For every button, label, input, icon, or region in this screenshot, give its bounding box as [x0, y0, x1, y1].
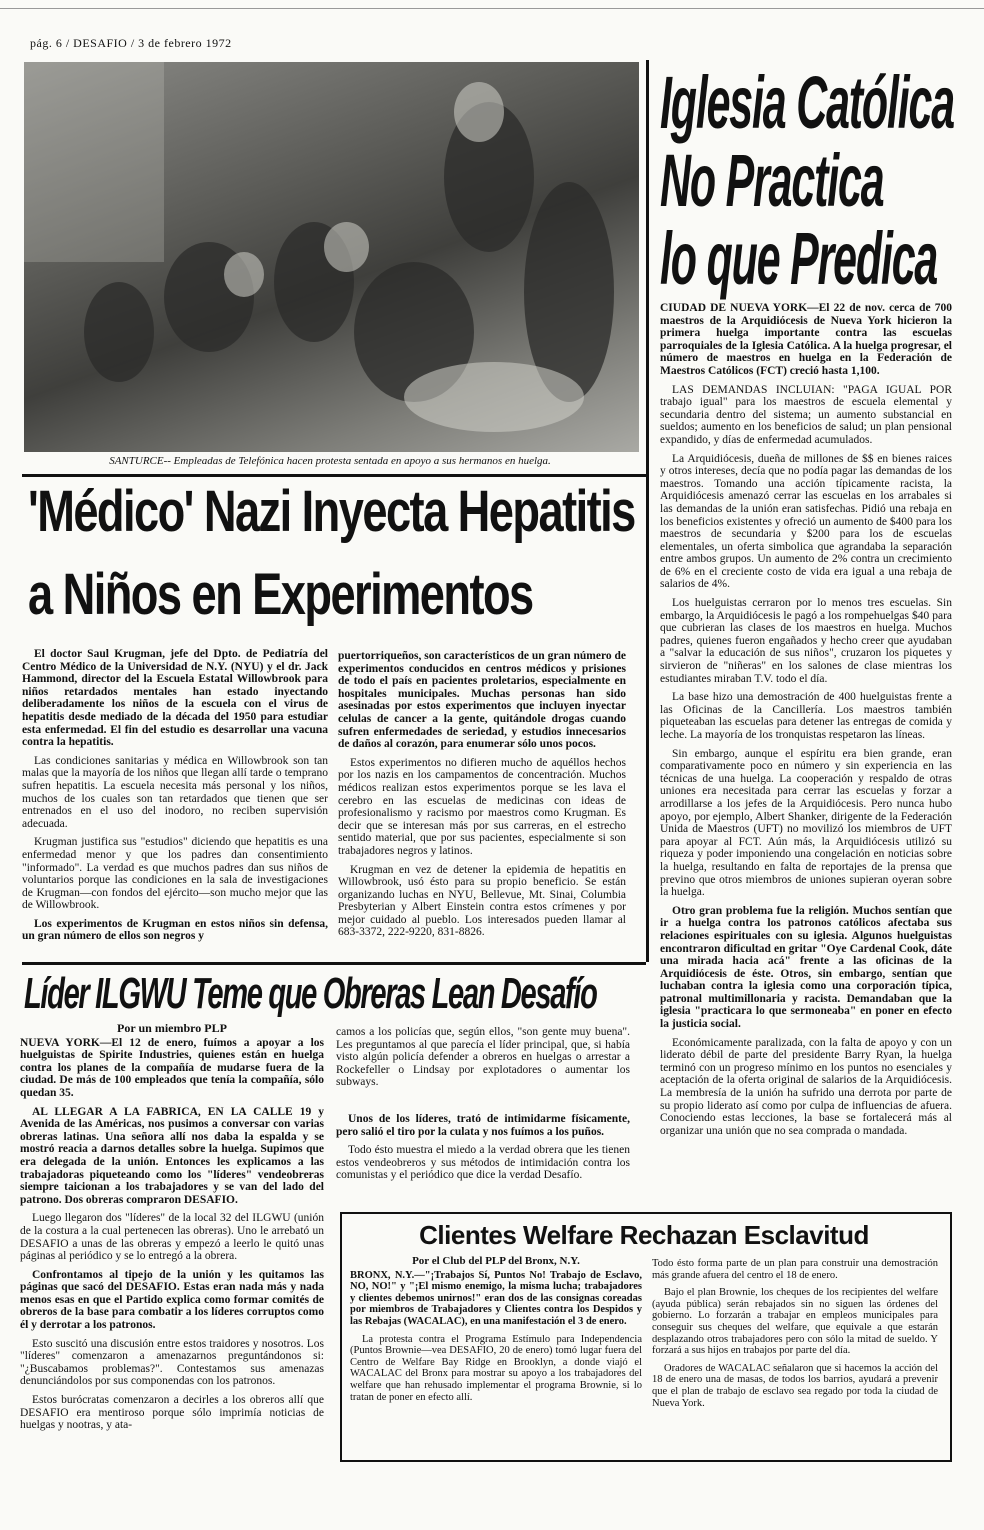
- page-top-rule: [0, 8, 984, 9]
- welfare-col2-p1: Todo ésto forma parte de un plan para construir una demostración más grande afuera del centro el 18 de enero.: [652, 1258, 938, 1281]
- main-headline-rule: [22, 474, 646, 477]
- iglesia-p4: La base hizo una demostración de 400 huelguistas frente a las Oficinas de la Cancillería. Los maestros también piqueteaban las escuelas para detener las entregas de comida y leche. La mayoría de los tronquistas respetaron las líneas.: [660, 691, 952, 741]
- ilgwu-col2-p1: camos a los policías que, según ellos, "son gente muy buena". Les preguntamos al que parecía el líder principal, que, si había visto algún policía defender a obreros en huelgas o arrestar a Rockefeller o Lindsay por explotadores o aumentar los subways.: [336, 1026, 630, 1089]
- main-col1-p2: Las condiciones sanitarias y médica en Willowbrook son tan malas que la mayoría de los niños que llegan allí tarde o temprano sufren hepatitis. La escuela necesita más personal y los niños, muchos de los cuales son tan retardados que tienen que ser entrenados en el uso del inodoro, no reciben supervisión adecuada.: [22, 754, 328, 830]
- main-col2-p2: Estos experimentos no difieren mucho de aquéllos hechos por los nazis en los campamentos de concentración. Muchos médicos realizan estos experimentos porque se les lava el cerebro en las escuelas de medicinas con ideas de profesionalismo y racismo por maestros como Krugman. Es decir que se interesan más por sus carreras, en el estrecho sentido material, que por sus pacientes, especialmente si son trabajadores negros y latinos.: [338, 756, 626, 857]
- ilgwu-col1: [20, 1022, 324, 1438]
- ilgwu-col1-p4: Confrontamos al tipejo de la unión y les quitamos las páginas que sacó del DESAFIO. Estas eran nada más y nada menos esas en que el Partido explica como formar comités de obreros de la base para combatir a los líderes corruptos como él y derrotar a los patronos.: [20, 1268, 324, 1332]
- welfare-byline: Por el Club del PLP del Bronx, N.Y.: [412, 1255, 580, 1267]
- main-story-col2: [338, 650, 626, 945]
- ilgwu-col1-p3: Luego llegaron dos "líderes" de la local 32 del ILGWU (unión de la costura a la cual pertenecen las obreras). Uno le arrebató un DESAFIO a unas de las obreras y empezó a leerlo le quitó unas páginas al periódico y se lo entregó a la obrera.: [20, 1212, 324, 1263]
- iglesia-story: [660, 302, 952, 1143]
- iglesia-p1: LAS DEMANDAS INCLUIAN: "PAGA IGUAL POR trabajo igual" para los maestros de escuela elemental y secundaria dentro del sistema; un aumento substancial en sueldos; aumento en los beneficios de salud; un plan pensional expandido, y días de enfermedad acumulados.: [660, 383, 952, 446]
- welfare-col1-p2: La protesta contra el Programa Estímulo para Independencia (Puntos Brownie—vea DESAFIO, 20 de enero) tomó lugar fuera del Centro de Welfare Bay Ridge en Brooklyn, a donde viajó el WACALAC del Bronx para mostrar su apoyo a los trabajadores del welfare que han rehusado implementar el programa Brownie, si lo tratan de poner en efecto allí.: [350, 1333, 642, 1403]
- ilgwu-col1-p6: Estos burócratas comenzaron a decirles a los obreros allí que DESAFIO era mentiroso porque sólo imprimía noticias de huelgas y nootras, y ata-: [20, 1394, 324, 1432]
- main-story-col1: [22, 648, 328, 949]
- iglesia-p3: Los huelguistas cerraron por lo menos tres escuelas. Sin embargo, la Arquidiócesis le pagó a los rompehuelgas $40 para que cubrieran las clases de los maestros en huelga. Muchos padres, quienes fueron engañados y hecho creer que ayudaban a "salvar la educación de sus niños", cruzaron los piquetes y sirvieron de "niñeras" en los salones de clase mientras los estudiantes miraban T.V. todo el día.: [660, 597, 952, 685]
- protest-photo: [24, 62, 639, 452]
- main-col1-p3: Krugman justifica sus "estudios" diciendo que hepatitis es una enfermedad menor y que los padres dan consentimiento "informado". La verdad es que muchos padres dan sus niños de voluntarios porque las condiciones en la sala de investigaciones de Krugman—con fondos del ejército—son mucho mejor que las de Willowbrook.: [22, 836, 328, 912]
- ilgwu-headline-rule: [22, 962, 646, 965]
- page-header: pág. 6 / DESAFIO / 3 de febrero 1972: [30, 36, 232, 50]
- iglesia-p6: Otro gran problema fue la religión. Muchos sentían que ir a huelga contra los patronos católicos afectaba sus relaciones espirituales con su iglesia. Algunos huelguistas encontraron dificultad en gritar "Oye Cardenal Cook, dáte una mirada hacia acá" frente a las oficinas de la Arquidiócesis de éste. Otros, sin embargo, sentían que luchaban contra la iglesia como una corporación típica, patronal multimillonaria y racista. Demandaban que la iglesia "practicara lo que sermoneaba" en poner en efecto la justicia social.: [660, 904, 952, 1031]
- ilgwu-col2-p2: Unos de los líderes, trató de intimidarme físicamente, pero salió el tiro por la culata y nos fuímos a los puños.: [336, 1112, 630, 1138]
- main-col2-p3: Krugman en vez de detener la epidemia de hepatitis en Willowbrook, usó ésto para su propio beneficio. Se están organizando luchas en NYU, Bellevue, Mt. Sinai, Columbia Presbyterian y Albert Einstein contra estos crímenes y por mejor cuidado al pueblo. Los interesados pueden llamar al 683-3372, 222-9220, 831-8826.: [338, 863, 626, 939]
- ilgwu-col2-p3: Todo ésto muestra el miedo a la verdad obrera que les tienen estos vendeobreros y sus métodos de intimidación contra los comunistas y el periódico que dice la verdad Desafío.: [336, 1144, 630, 1182]
- welfare-col2-p3: Oradores de WACALAC señalaron que si hacemos la acción del 18 de enero una de masas, de todos los barrios, ayudará a prevenir que el plan de trabajo de esclavo sea regado por toda la ciudad de Nueva York.: [652, 1362, 938, 1409]
- iglesia-p5: Sin embargo, aunque el espíritu era bien grande, eran comparativamente poco en número y sin experiencia en las técnicas de una huelga. La cooperación y respaldo de otras uniones era necesitada para cerrar las escuelas y forzar a arrodillarse a los jefes de la Arquidiócesis. Pero nunca hubo apoyo, por ejemplo, Albert Shanker, dirigente de la Federación Unida de Maestros (UFT) no movilizó los miembros de UFT para apoyar al FCT. Aún más, la Arquidiócesis utilizó su riqueza y poder imponiendo una congelación en noticias sobre la huelga, resultando en falta de reportajes de la prensa que previno que otros miembros de uniones supieran oyeran sobre la huelga.: [660, 747, 952, 899]
- welfare-col2: [652, 1258, 938, 1415]
- photo-caption: SANTURCE-- Empleadas de Telefónica hacen protesta sentada en apoyo a sus hermanos en huelga.: [109, 455, 551, 467]
- welfare-col2-p2: Bajo el plan Brownie, los cheques de los recipientes del welfare (ayuda pública) serán rebajados sin no siguen las órdenes del gobierno. Lo forzarán a trabajar en empleos municipales para conseguir sus cheques del welfare, que equivale a que estarán desplazando otros trabajadores pero con sólo la mitad de sueldo. Y forzará a sus hijos en trabajos por parte del día.: [652, 1287, 938, 1357]
- main-headline-line2: a Niños en Experimentos: [28, 562, 533, 627]
- welfare-headline: Clientes Welfare Rechazan Esclavitud: [419, 1220, 869, 1250]
- ilgwu-col1-p5: Esto suscitó una discusión entre estos traidores y nosotros. Los "líderes" comenzaron a amenazarnos preguntándonos si: "¿Buscabamos problemas?". Contestamos sus amenazas denunciándolos por sus componendas con los patronos.: [20, 1337, 324, 1388]
- iglesia-headline-line3: lo que Predica: [660, 217, 938, 300]
- ilgwu-byline: Por un miembro PLP: [117, 1021, 227, 1035]
- ilgwu-col1-p2: AL LLEGAR A LA FABRICA, EN LA CALLE 19 y Avenida de las Américas, nos pusimos a conversar con varias obreras latinas. Una señora allí nos daba la espalda y se mostró reacia a darnos detalles sobre la huelga. Supimos que era delegada de la unión. Entonces les explicamos a las trabajadoras piqueteando como los "líderes" vendeobreras siempre taicionan a los trabajadores y se van del lado del patrono. Dos obreras compraron DESAFIO.: [20, 1105, 324, 1206]
- iglesia-p2: La Arquidiócesis, dueña de millones de $$ en bienes raices y otros intereses, decía que no podía pagar las demandas de los maestros. Tomando una acción típicamente racista, la Arquidiócesis amenazó cerrar las escuelas en los arrabales si las demandas de la unión eran satisfechas. Pidió una rebaja en los beneficios existentes y ofreció un aumento de $400 para los maestros de secundaria y $200 para los de escuelas elementales, un oferta simbolica que agrandaba la separación entre ambos grupos. Un aumento de 2% contra un crecimiento de 6% en el creciente costo de vida era igual a una rebaja de salarios de 4%.: [660, 452, 952, 591]
- main-col1-p4: Los experimentos de Krugman en estos niños sin defensa, un gran número de ellos son negros y: [22, 917, 328, 943]
- main-col2-p1: puertorriqueños, son característicos de un gran número de experimentos conducidos en centros médicos y prisiones de todo el país en pacientes proletarios, especialmente en hospitales municipales. Muchas personas han sido asesinadas por estos experimentos que incluyen inyectar celulas de cancer a la gente, quitándole drogas cuando sufren enfermedades de seriedad, y estudios innecesarios de daños al corazón, para enumerar sólo unos pocos.: [338, 650, 626, 751]
- main-col1-p1: El doctor Saul Krugman, jefe del Dpto. de Pediatría del Centro Médico de la Universidad de N.Y. (NYU) y el dr. Jack Hammond, director del la Escuela Estatal Willowbrook para niños retardados mentales han estado inyectando deliberadamente los niños de la escuela con el virus de hepatitis desde mediado de la década del 1950 para estudiar esta enfermedad. El fin del estudio es desarrollar una vacuna contra la hepatitis.: [22, 648, 328, 749]
- column-divider: [646, 60, 649, 962]
- ilgwu-col2: [336, 1026, 630, 1188]
- welfare-col1: [350, 1256, 642, 1409]
- ilgwu-col1-p1: NUEVA YORK—El 12 de enero, fuímos a apoyar a los huelguistas de Spirite Industries, quienes están en huelga contra los planes de la compañía de mudarse fuera de la ciudad. De más de 100 empleados que tenía la compañía, sólo quedan 35.: [20, 1036, 324, 1099]
- iglesia-lead: CIUDAD DE NUEVA YORK—El 22 de nov. cerca de 700 maestros de la Arquidiócesis de Nueva York hicieron la primera huelga importante contra las escuelas parroquiales de la Iglesia Católica. A la huelga progresar, el número de maestros en huelga en la Federación de Maestros Católicos (FCT) creció hasta 1,100.: [660, 302, 952, 377]
- iglesia-p7: Económicamente paralizada, con la falta de apoyo y con un liderato débil de parte del presidente Barry Ryan, la huelga terminó con un progreso mínimo en los puntos no esenciales y aceptación de la oferta original de salarios de la Arquidiócesis. La membresía de la unión ha sufrido una derrota por parte de su propio liderato así como por culpa de influencias de afuera. Conociendo estas lecciones, la base se fortalecerá más al organizar una unión que no sea comprada o mandada.: [660, 1036, 952, 1137]
- iglesia-headline-line2: No Practica: [660, 139, 884, 222]
- main-headline-line1: 'Médico' Nazi Inyecta Hepatitis: [28, 479, 635, 544]
- welfare-col1-p1: BRONX, N.Y.—"¡Trabajos Sí, Puntos No! Trabajo de Esclavo, NO, NO!" y "¡El mismo enemigo, la misma lucha; trabajadores y clientes debemos unirnos!" eran dos de las consignas coreadas por miembros de Trabajadores y Clientes contra los Despidos y las Rebajas (WACALAC), en una manifestación el 3 de enero.: [350, 1269, 642, 1327]
- iglesia-headline-line1: Iglesia Católica: [660, 61, 954, 144]
- ilgwu-headline: Líder ILGWU Teme que Obreras Lean Desafío: [24, 969, 597, 1018]
